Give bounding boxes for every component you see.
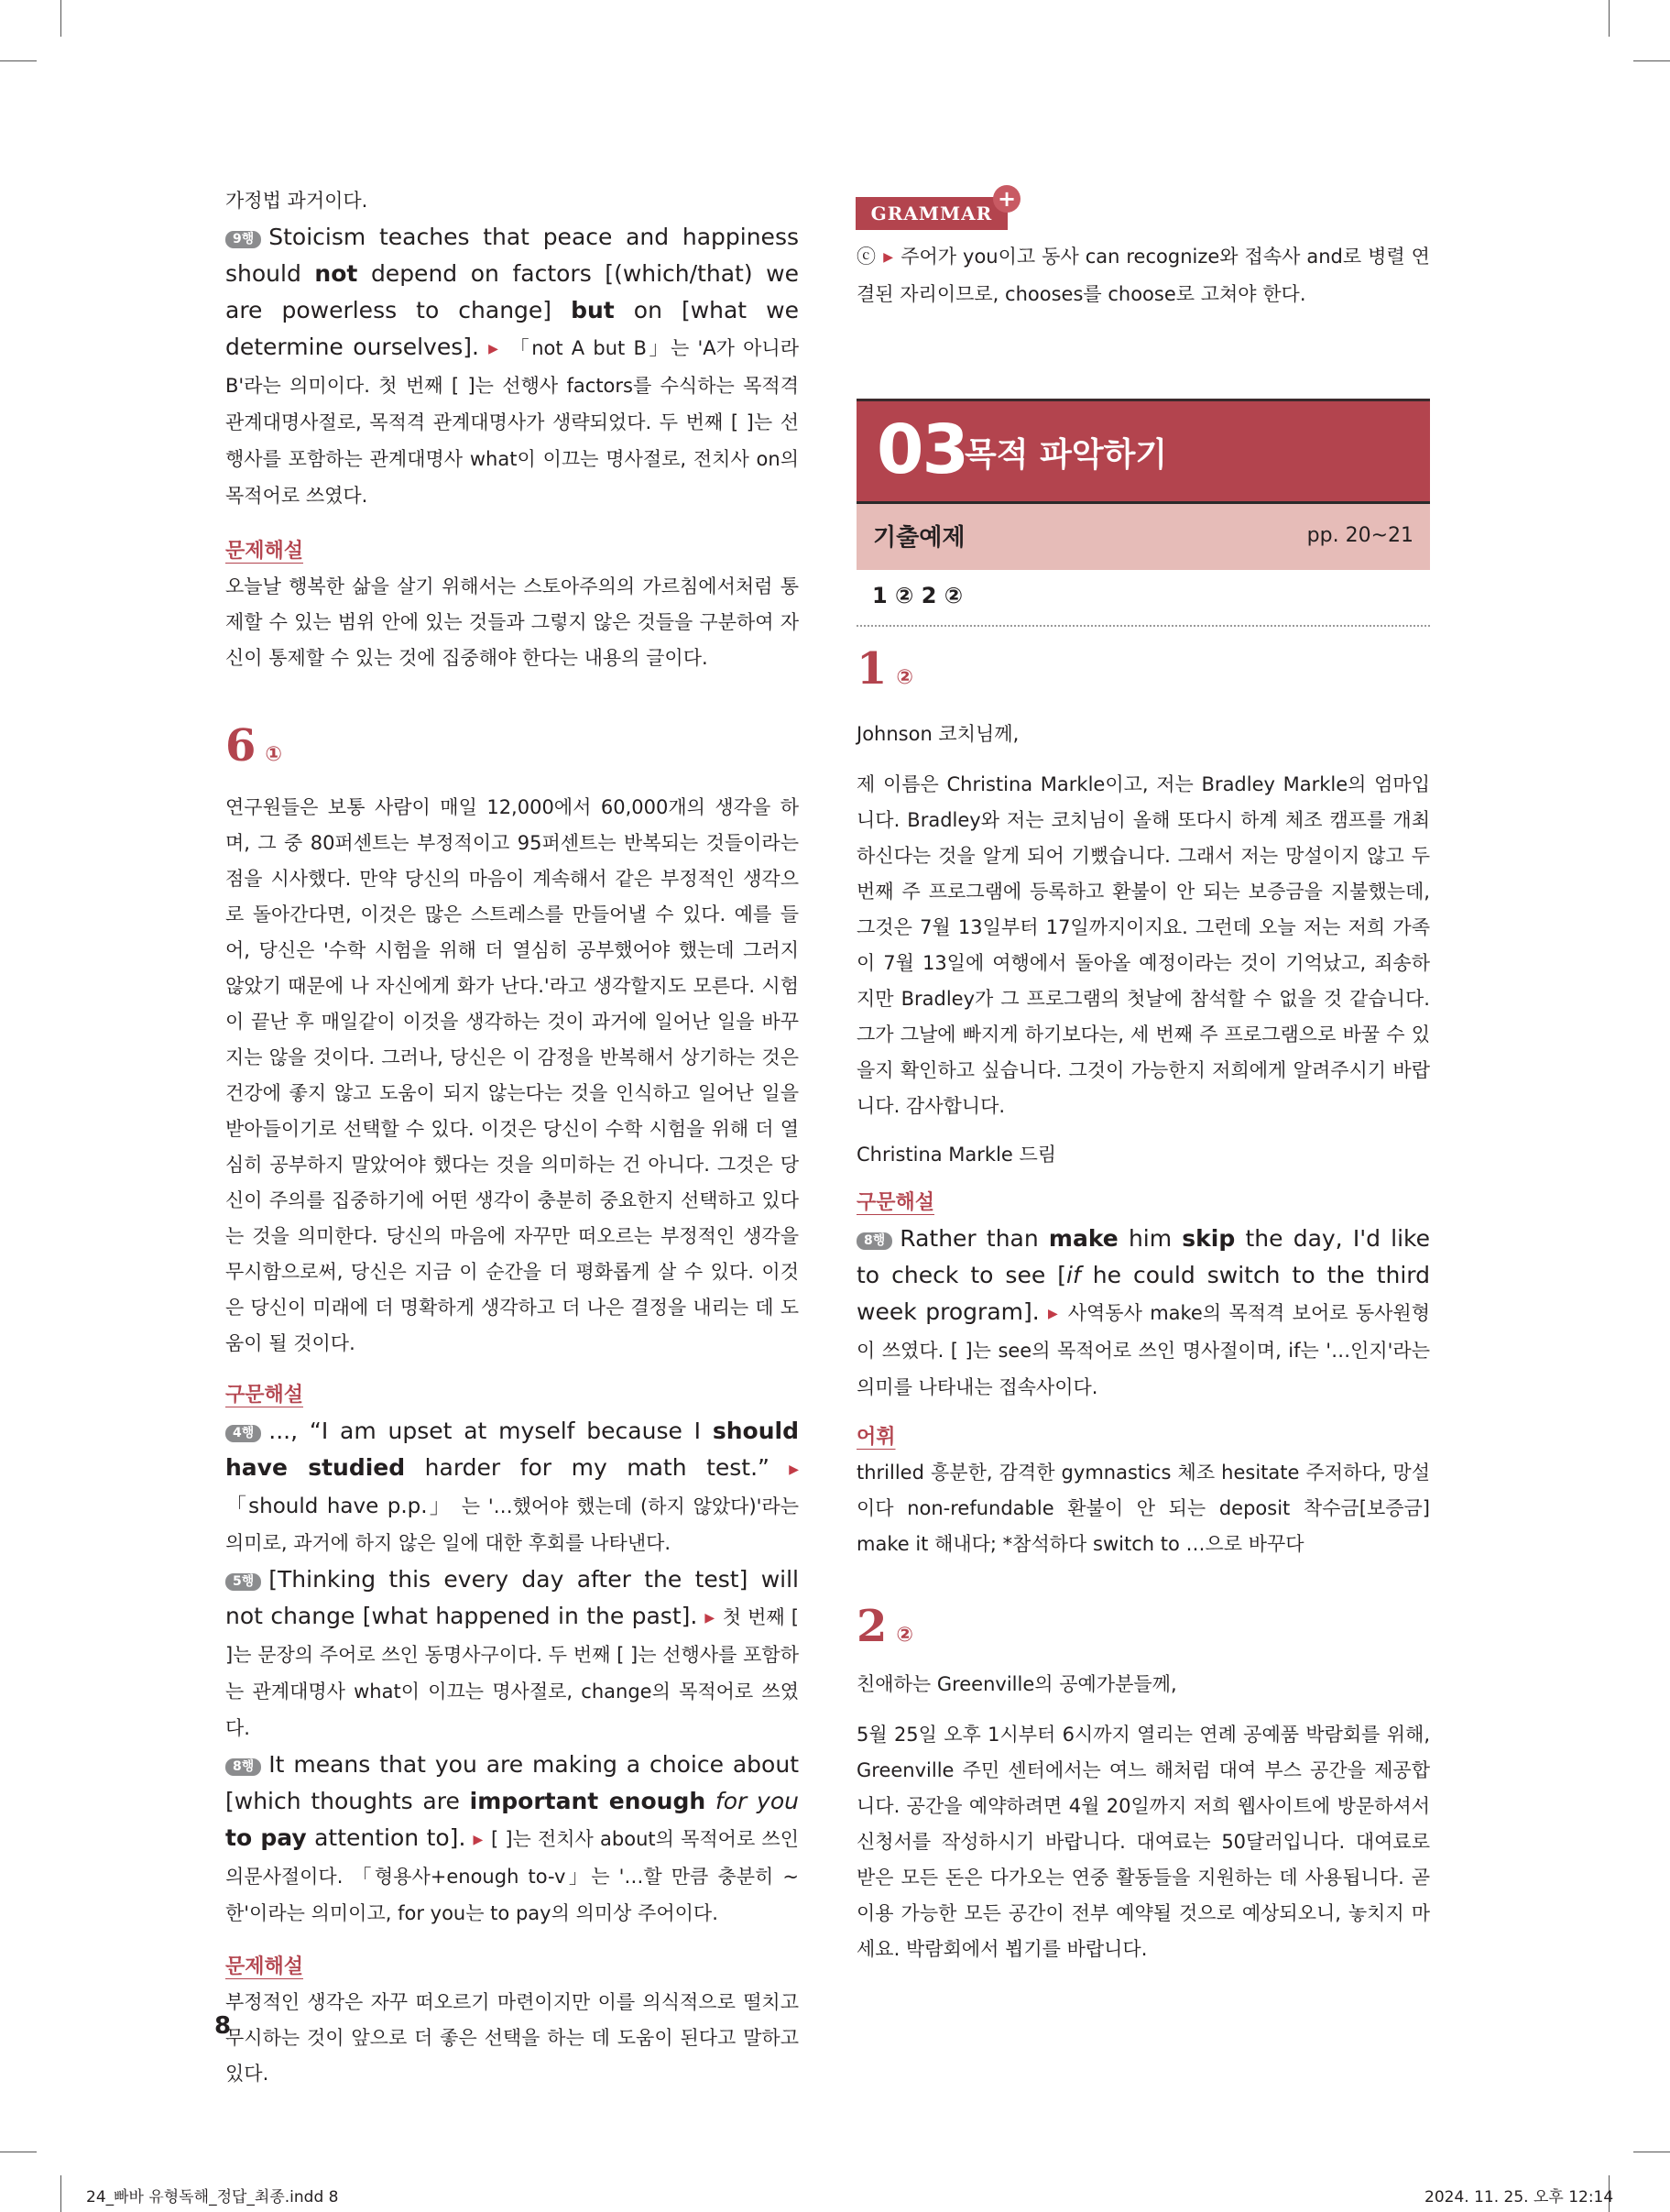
crop-mark — [60, 2175, 61, 2212]
row4-block: 4행 ..., “I am upset at myself because I should have studied harder for my math test.” ▶ 「should have p.p.」 는 '…했어야 했는데 (하지 않았다)'라는 의미로, 과거에 하지 않은 일에 대한 후회를 나타낸다. — [225, 1418, 799, 1554]
row-tag: 9행 — [225, 231, 261, 248]
footer-file: 24_빠바 유형독해_정답_최종.indd 8 — [86, 2188, 339, 2207]
arrow-icon: ▶ — [1048, 1307, 1060, 1321]
sub-header-label: 기출예제 — [873, 524, 966, 552]
question-1-heading: 1 ② — [857, 643, 914, 695]
q1-sign: Christina Markle 드림 — [857, 1144, 1057, 1166]
footer-date: 2024. 11. 25. 오후 12:14 — [1424, 2188, 1614, 2207]
r8-block: 8행 Rather than make him skip the day, I'd like to check to see [if he could switch to the third week program]. ▶ 사역동사 make의 목적격 보어로 동사원형이 쓰였다. [ ]는 see의 목적어로 쓰인 명사절이며, if는 '…인지'라는 의미를 나타내는 접속사이다. — [857, 1225, 1431, 1398]
grammar-label: GRAMMAR — [856, 197, 1008, 230]
row-tag: 8행 — [225, 1758, 261, 1776]
q1-text: 제 이름은 Christina Markle이고, 저는 Bradley Markle의 엄마입니다. Bradley와 저는 코치님이 올해 또다시 하계 체조 캠프를 개최하신다는 것을 알게 되어 기뻤습니다. 그래서 저는 망설이지 않고 두 번째 주 프로그램에 등록하고 환불이 안 되는 보증금을 지불했는데, 그것은 7월 13일부터 17일까지이지요. 그런데 오늘 저는 저희 가족이 7월 13일에 여행에서 돌아올 예정이라는 것이 기억났고, 죄송하지만 Bradley가 그 프로그램의 첫날에 참석할 수 없을 것 같습니다. 그가 그날에 빠지게 하기보다는, 세 번째 주 프로그램으로 바꿀 수 있을지 확인하고 싶습니다. 그것이 가능한지 저희에게 알려주시기 바랍니다. 감사합니다. — [857, 773, 1430, 1117]
problem-heading: 문제해설 — [225, 540, 304, 563]
question-6-text: 연구원들은 보통 사람이 매일 12,000에서 60,000개의 생각을 하며, 그 중 80퍼센트는 부정적이고 95퍼센트는 반복되는 것들이라는 점을 시사했다. 만약 당신의 마음이 계속해서 같은 부정적인 생각으로 돌아간다면, 이것은 많은 스트레스를 만들어낼 수 있다. 예를 들어, 당신은 '수학 시험을 위해 더 열심히 공부했어야 했는데 그러지 않았기 때문에 나 자신에게 화가 난다.'라고 생각할지도 모른다. 시험이 끝난 후 매일같이 이것을 생각하는 것이 과거에 일어난 일을 바꾸지는 않을 것이다. 그러나, 당신은 이 감정을 반복해서 상기하는 것은 건강에 좋지 않고 도움이 되지 않는다는 것을 인식하고 일어난 일을 받아들이기로 선택할 수 있다. 이것은 당신이 수학 시험을 위해 더 열심히 공부하지 말았어야 했다는 것을 의미하는 건 아니다. 그것은 당신이 주의를 집중하기에 어떤 생각이 충분히 중요한지 선택하고 있다는 것을 의미한다. 당신의 마음에 자꾸만 떠오르는 부정적인 생각을 무시함으로써, 당신은 지금 이 순간을 더 평화롭게 살 수 있다. 이것은 당신이 미래에 더 명확하게 생각하고 더 나은 결정을 내리는 데 도움이 될 것이다. — [225, 796, 799, 1354]
q2-greeting: 친애하는 Greenville의 공예가분들께, — [857, 1673, 1177, 1695]
syntax-heading: 구문해설 — [225, 1384, 304, 1407]
arrow-icon: ▶ — [488, 342, 501, 356]
row-tag: 8행 — [857, 1232, 892, 1250]
arrow-icon: ▶ — [473, 1833, 484, 1847]
q2-text: 5월 25일 오후 1시부터 6시까지 열리는 연례 공예품 박람회를 위해, Greenville 주민 센터에서는 여느 해처럼 대여 부스 공간을 제공합니다. 공간을 예약하려면 4월 20일까지 저희 웹사이트에 방문하셔서 신청서를 작성하시기 바랍니다. 대여료는 50달러입니다. 대여료로 받은 모든 돈은 다가오는 연중 활동들을 지원하는 데 사용됩니다. 곧 이용 가능한 모든 공간이 전부 예약될 것으로 예상되오니, 놓치지 마세요. 박람회에서 뵙기를 바랍니다. — [857, 1724, 1430, 1960]
question-2-heading: 2 ② — [857, 1601, 914, 1652]
row-tag: 5행 — [225, 1573, 261, 1591]
page-number: 8 — [214, 2012, 232, 2040]
crop-mark — [60, 0, 61, 37]
row-tag: 4행 — [225, 1425, 261, 1442]
section-header — [857, 399, 1430, 504]
arrow-icon: ▶ — [883, 250, 894, 265]
arrow-icon: ▶ — [704, 1611, 715, 1626]
problem-text: 오늘날 행복한 삶을 살기 위해서는 스토아주의의 가르침에서처럼 통제할 수 있는 범위 안에 있는 것들과 그렇지 않은 것들을 구분하여 자신이 통제할 수 있는 것에 집중해야 한다는 내용의 글이다. — [225, 575, 799, 669]
question-6-heading: 6 ① — [225, 720, 283, 772]
problem-heading: 문제해설 — [225, 1955, 304, 1978]
row8-block: 8행 It means that you are making a choice about [which thoughts are important enough for you to pay attention to]. ▶ [ ]는 전치사 about의 목적어로 쓰인 의문사절이다. 「형용사+enough to-v」는 '…할 만큼 충분히 ~한'이라는 의미이고, for you는 to pay의 의미상 주어이다. — [225, 1751, 799, 1924]
q1-greeting: Johnson 코치님께, — [857, 723, 1020, 745]
grammar-text: ⓒ ▶ 주어가 you이고 동사 can recognize와 접속사 and로 병렬 연결된 자리이므로, chooses를 choose로 고쳐야 한다. — [857, 246, 1430, 305]
divider — [857, 625, 1430, 627]
section-title: 목적 파악하기 — [965, 436, 1168, 474]
crop-mark — [0, 60, 37, 61]
section-number: 03 — [877, 411, 967, 489]
crop-mark — [1633, 60, 1670, 61]
problem-text: 부정적인 생각은 자꾸 떠오르기 마련이지만 이를 의식적으로 떨치고 무시하는 것이 앞으로 더 좋은 선택을 하는 데 도움이 된다고 말하고 있다. — [225, 1991, 799, 2085]
top-line: 가정법 과거이다. — [225, 190, 368, 212]
left-column — [225, 183, 799, 2092]
page-range: pp. 20~21 — [1306, 524, 1413, 547]
sub-header-bar — [857, 501, 1430, 570]
vocab-text: thrilled 흥분한, 감격한 gymnastics 체조 hesitate 주저하다, 망설이다 non-refundable 환불이 안 되는 deposit 착수금[보증금] make it 해내다; *참석하다 switch to …으로 바꾸다 — [857, 1462, 1430, 1555]
row5-block: 5행 [Thinking this every day after the test] will not change [what happened in the past]. ▶ 첫 번째 [ ]는 문장의 주어로 쓰인 동명사구이다. 두 번째 [ ]는 선행사를 포함하는 관계대명사 what이 이끄는 명사절로, change의 목적어로 쓰였다. — [225, 1566, 799, 1739]
vocab-heading: 어휘 — [857, 1426, 896, 1449]
right-column — [857, 641, 1430, 1967]
row9-block: 9행 Stoicism teaches that peace and happiness should not depend on factors [(which/that) we are powerless to change] but on [what we determine ourselves]. ▶ 「not A but B」는 'A가 아니라 B'라는 의미이다. 첫 번째 [ ]는 선행사 factors를 수식하는 목적격 관계대명사절로, 목적격 관계대명사가 생략되었다. 두 번째 [ ]는 선행사를 포함하는 관계대명사 what이 이끄는 명사절로, 전치사 on의 목적어로 쓰였다. — [225, 224, 799, 507]
answer-key: 1 ② 2 ② — [872, 583, 964, 608]
syntax-heading: 구문해설 — [857, 1191, 935, 1214]
arrow-icon: ▶ — [789, 1462, 799, 1477]
plus-icon: + — [993, 185, 1021, 213]
crop-mark — [1609, 0, 1610, 37]
